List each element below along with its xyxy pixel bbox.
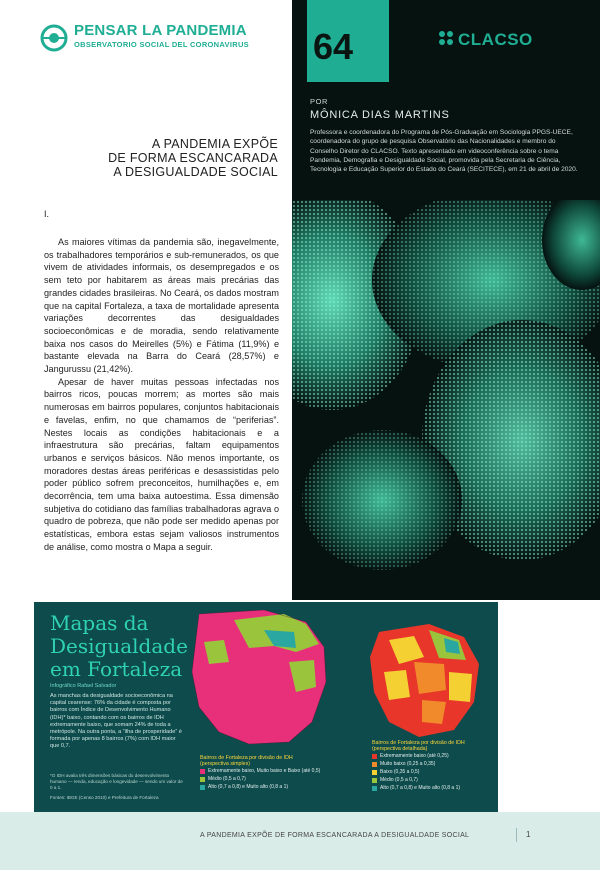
legend-item: Alto (0,7 a 0,8) e Muito alto (0,8 a 1) bbox=[372, 784, 496, 792]
legend-simple bbox=[200, 755, 360, 791]
publisher-logo: CLACSO bbox=[458, 30, 533, 49]
legend-detailed bbox=[372, 740, 496, 792]
clacso-logo-icon bbox=[438, 30, 454, 46]
brand-title: PENSAR LA PANDEMIA bbox=[74, 22, 247, 39]
running-title: A PANDEMIA EXPÕE DE FORMA ESCANCARADA A DESIGUALDADE SOCIAL bbox=[200, 832, 470, 839]
map-source: Fontes: IBGE (Censo 2010) e Prefeitura de Fortaleza bbox=[50, 795, 159, 800]
section-number: I. bbox=[44, 209, 50, 219]
title-line: A DESIGUALDADE SOCIAL bbox=[113, 165, 278, 179]
legend-swatch bbox=[372, 762, 377, 767]
page-number: 1 bbox=[526, 830, 531, 839]
legend-title: (perspectiva detalhada) bbox=[372, 746, 428, 752]
brand-subtitle: OBSERVATORIO SOCIAL DEL CORONAVIRUS bbox=[74, 40, 249, 49]
article-body bbox=[44, 236, 279, 554]
paragraph: Apesar de haver muitas pessoas infectadas nos bairros ricos, poucas morrem; as mortes são mais numerosas em bairros populares, conjuntos habitacionais e favelas, enfim, no que chamamos de “periferias”. Nestes locais as condições habitacionais e a infraestrutura são precárias, faltam equipamentos urbanos e serviços básicos. Não menos importante, os moradores destas áreas periféricas e desassistidas pelo poder público sofrem preconceitos, humilhações e, em decorrência, tem uma baixa autoestima. Essa dimensão subjetiva do cotidiano das famílias trabalhadoras agrava o quadro de pobreza, que não pode ser medido apenas por estatísticas, embora estas sejam valiosos instrumentos de análise, como mostra o Mapa a seguir. bbox=[44, 376, 279, 552]
legend-swatch bbox=[372, 754, 377, 759]
globe-icon bbox=[40, 24, 68, 52]
legend-title: Bairros de Fortaleza por divisão de IDH bbox=[200, 755, 293, 761]
map-title-line: Desigualdade bbox=[50, 634, 188, 658]
legend-item: Médio (0,5 a 0,7) bbox=[200, 775, 360, 783]
legend-swatch bbox=[200, 769, 205, 774]
legend-item: Médio (0,5 a 0,7) bbox=[372, 776, 496, 784]
issue-number: 64 bbox=[313, 26, 354, 67]
virus-texture-image bbox=[292, 0, 600, 600]
author-name: MÔNICA DIAS MARTINS bbox=[310, 109, 450, 121]
by-label: POR bbox=[310, 97, 329, 106]
legend-title: Bairros de Fortaleza por divisão de IDH bbox=[372, 740, 465, 746]
cover-image bbox=[292, 0, 600, 600]
paragraph: As maiores vítimas da pandemia são, inegavelmente, os trabalhadores temporários e sub-remunerados, os que vivem de atividades informais, os desempregados e os sem teto por habitarem as áreas mais precárias das grandes cidades brasileiras. No Ceará, os dados mostram que na capital Fortaleza, a taxa de mortalidade apresenta variações decorrentes das desigualdades socioeconômicas e de moradia, sendo relativamente baixa nos casos do Meirelles (5%) e Fátima (11,9%) e bastante elevada na Barra do Ceará (28,57%) e Jangurussu (21,42%). bbox=[44, 237, 279, 375]
map-title bbox=[50, 612, 188, 681]
page-footer bbox=[0, 812, 600, 870]
footer-divider bbox=[516, 828, 517, 842]
legend-swatch bbox=[372, 770, 377, 775]
legend-swatch bbox=[372, 786, 377, 791]
legend-swatch bbox=[200, 785, 205, 790]
legend-swatch bbox=[372, 778, 377, 783]
map-note: *O IDH avalia três dimensões básicas do desenvolvimento humano — renda, educação e longevidade — sendo um valor de 0 a 1. bbox=[50, 773, 183, 790]
legend-item: Extremamente baixo, Muito baixo e Baixo (até 0,5) bbox=[200, 767, 360, 775]
brand-header bbox=[0, 0, 292, 60]
map-credit: Infográfico Rafael Salvador bbox=[50, 683, 117, 689]
map-title-line: Mapas da bbox=[50, 611, 149, 635]
legend-item: Baixo (0,35 a 0,5) bbox=[372, 768, 496, 776]
map-description: As manchas da desigualdade socioeconômica na capital cearense: 76% da cidade é composta por bairros com Índice de Desenvolvimento Humano (IDH)* baixo, contando com os bairros de IDH extremamente baixo, que somam 24% de toda a metrópole. Na outra ponta, a “ilha de prosperidade” é formada por apenas 8 bairros (7%) com IDH maior que 0,7. bbox=[50, 693, 182, 750]
legend-title: (perspectiva simples) bbox=[200, 761, 251, 767]
map-title-line: em Fortaleza bbox=[50, 657, 183, 681]
legend-item: Muito baixo (0,25 a 0,35) bbox=[372, 760, 496, 768]
legend-item: Alto (0,7 a 0,8) e Muito alto (0,8 a 1) bbox=[200, 783, 360, 791]
title-line: A PANDEMIA EXPÕE bbox=[151, 137, 278, 151]
title-line: DE FORMA ESCANCARADA bbox=[108, 151, 278, 165]
legend-swatch bbox=[200, 777, 205, 782]
article-title bbox=[60, 137, 278, 179]
author-bio: Professora e coordenadora do Programa de Pós-Graduação em Sociologia PPGS-UECE, coordenadora do grupo de pesquisa Observatório das Nacionalidades e membro do Conselho Diretor do CLACSO. Texto apresentado em videoconferência sobre o tema Pandemia, Demografia e Desigualdade Social, promovida pela Secretaria de Ciência, Tecnologia e Educação Superior do Estado do Ceará (SECITECE), em 21 de abril de 2020. bbox=[310, 129, 578, 174]
legend-item: Extremamente baixo (até 0,25) bbox=[372, 752, 496, 760]
